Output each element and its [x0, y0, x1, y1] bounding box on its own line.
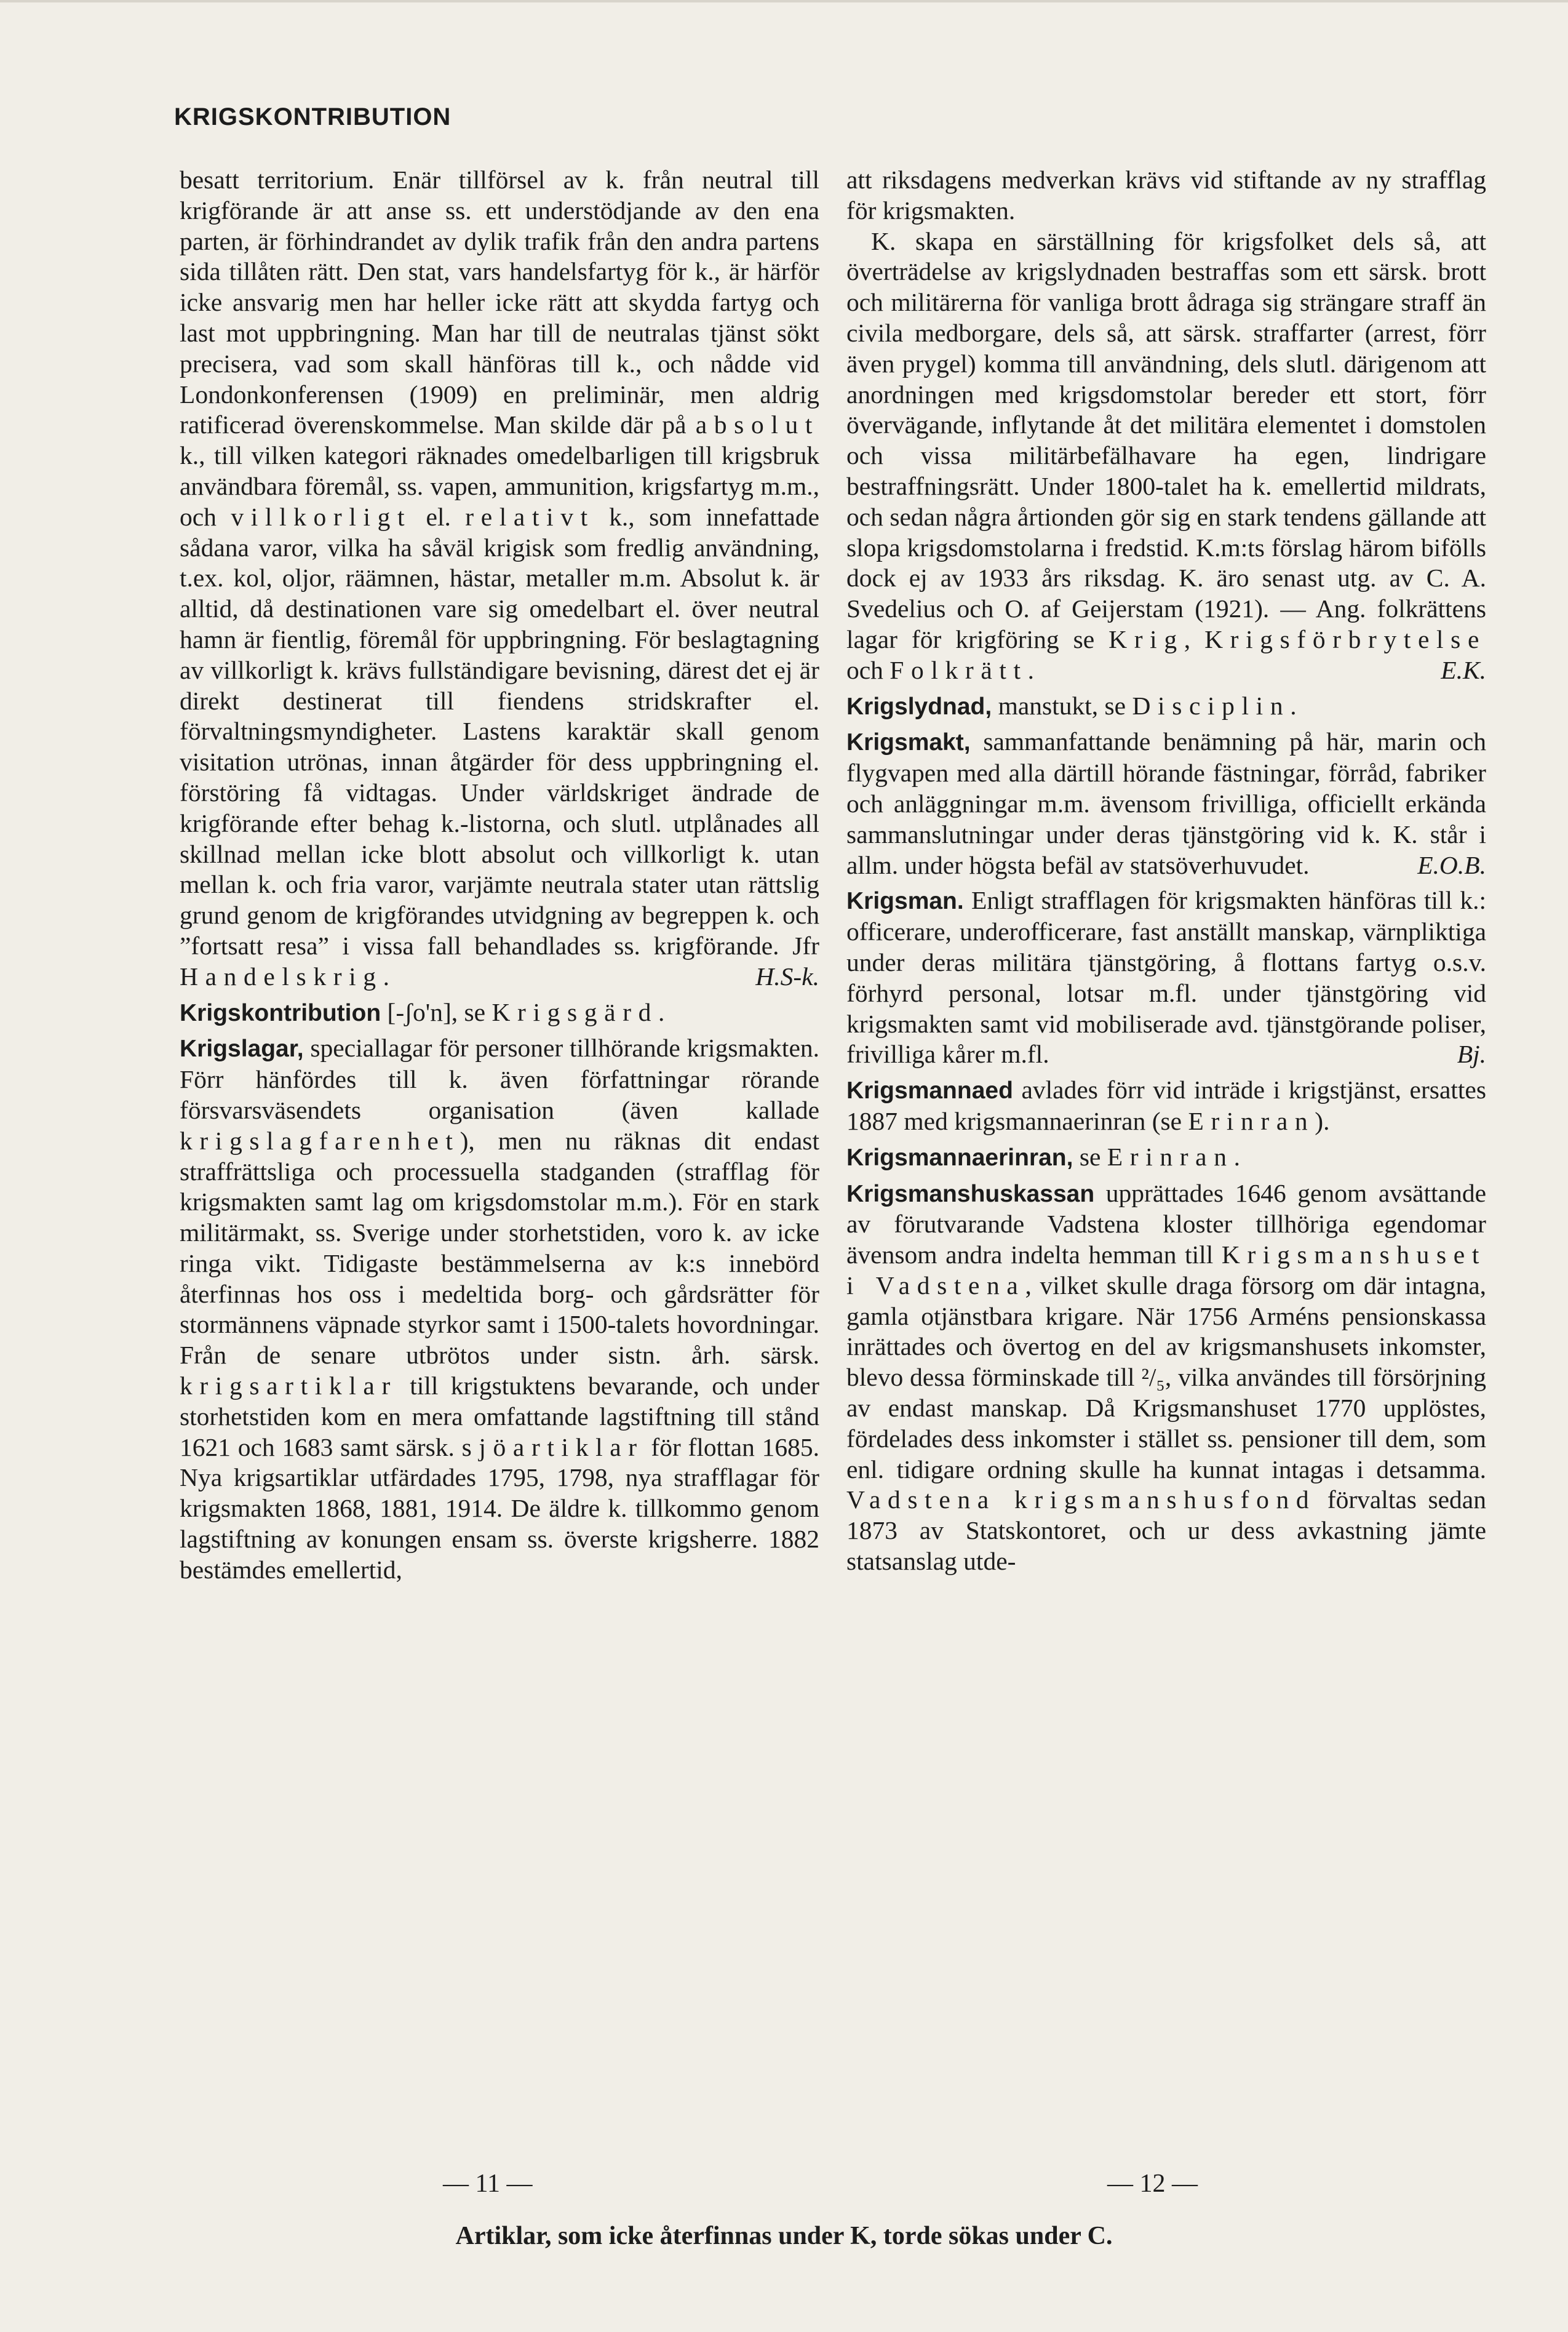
right-column	[846, 165, 1486, 1577]
entry-krigslydnad: Krigslydnad, manstukt, se Disciplin.	[846, 691, 1297, 720]
entry-krigslagar: Krigslagar, speciallagar för personer tillhörande krigsmakten. Förr hänfördes till k. även författningar rörande försvarsväsendets organisation (även kallade krigslagfarenhet), men nu räknas dit endast straffrättsliga och processuella stadganden (strafflag för krigsmakten samt lag om krigsdomstolar m.m.). För en stark militärmakt, ss. Sverige under storhetstiden, voro k. av icke ringa vikt. Tidigaste bestämmelserna av k:s innebörd återfinnas hos oss i medeltida borg- och gårdsrätter för stormännens väpnade styrkor samt i 1500-talets hovordningar. Från de senare utbrötos under sistn. årh. särsk. krigsartiklar till krigstuktens bevarande, och under storhetstiden kom en mera omfattande lagstiftning till stånd 1621 och 1683 samt särsk. sjöartiklar för flottan 1685. Nya krigsartiklar utfärdades 1795, 1798, nya strafflagar för krigsmakten 1868, 1881, 1914. De äldre k. tillkommo genom lagstiftning av konungen ensam ss. överste krigsherre. 1882 bestämdes emellertid,	[180, 1034, 819, 1584]
entry-krigsmannaerinran: Krigsmannaerinran, se Erinran.	[846, 1142, 1240, 1171]
headword: Krigsmannaerinran,	[846, 1144, 1073, 1171]
author-signature: Bj.	[1457, 1040, 1486, 1069]
headword: Krigslagar,	[180, 1036, 304, 1063]
entry-continuation: att riksdagens medverkan krävs vid stiftande av ny strafflag för krigsmakten.	[846, 166, 1486, 225]
entry-krigsmanshuskassan: Krigsmanshuskassan upprättades 1646 genom avsättande av förutvarande Vadstena kloster tillhöriga egendomar ävensom andra indelta hemman till Krigsmanshuset i Vadstena, vilket skulle draga försorg om där intagna, gamla otjänstbara krigare. När 1756 Arméns pensionskassa inrättades och övertog en del av krigsmanshusets inkomster, blevo dessa förminskade till ²/₅, vilka användes till försörjning av endast manskap. Då Krigsmanshuset 1770 upplöstes, fördelades dess inkomster i stället ss. pensioner till dem, som enl. tidigare ordning skulle ha kunnat intagas i detsamma. Vadstena krigsmanshusfond förvaltas sedan 1873 av Statskontoret, och ur dess avkastning jämte statsanslag utde-	[846, 1178, 1486, 1576]
entry-krigsmannaed: Krigsmannaed avlades förr vid inträde i krigstjänst, ersattes 1887 med krigsmannaerinran (se Erinran).	[846, 1076, 1486, 1135]
headword: Krigsmannaed	[846, 1077, 1013, 1104]
entry-krigsmakt: Krigsmakt, sammanfattande benämning på här, marin och flygvapen med alla därtill hörande fästningar, förråd, fabriker och anläggningar m.m. ävensom frivilliga, officiellt erkända sammanslutningar under deras tjänstgöring vid k. K. står i allm. under högsta befäl av statsöverhuvudet. E.O.B.	[846, 727, 1486, 880]
headword: Krigsman.	[846, 888, 964, 915]
running-header: KRIGSKONTRIBUTION	[174, 103, 452, 130]
headword: Krigskontribution	[180, 999, 381, 1026]
author-signature: E.O.B.	[1417, 850, 1486, 879]
krigslagar-paragraph: K. skapa en särställning för krigsfolket dels så, att överträdelse av krigslydnaden bestraffas som ett särsk. brott och militärerna för vanliga brott ådraga sig strängare straff än civila medborgare, dels så, att särsk. straffarter (arrest, förr även prygel) komma till användning, dels slutl. därigenom att anordningen med krigsdomstolar bereder ett stort, förr övervägande, inflytande åt det militära elementet i domstolen och vissa militärbefälhavare ha egen, lindrigare bestraffningsrätt. Under 1800-talet ha k. emellertid mildrats, och sedan några årtionden gör sig en stark tendens gällande att slopa krigsdomstolarna i fredstid. K.m:ts förslag härom bifölls dock ej av 1933 års riksdag. K. äro senast utg. av C. A. Svedelius och O. af Geijerstam (1921). — Ang. folkrättens lagar för krigföring se Krig, Krigsförbrytelse och Folkrätt. E.K.	[846, 226, 1486, 686]
page-number-left: — 11 —	[443, 2170, 533, 2198]
footer-note: Artiklar, som icke återfinnas under K, torde sökas under C.	[455, 2222, 1113, 2250]
entry-krigskontribution: Krigskontribution [-ʃo'n], se Krigsgärd.	[180, 997, 665, 1026]
author-signature: E.K.	[1441, 655, 1486, 684]
headword: Krigslydnad,	[846, 693, 992, 720]
headword: Krigsmakt,	[846, 729, 971, 756]
entry-krigsman: Krigsman. Enligt strafflagen för krigsmakten hänföras till k.: officerare, underofficerare, fast anställt manskap, värnpliktiga under deras militära tjänstgöring, å flottans fartyg o.s.v. förhyrd personal, lotsar m.fl. under tjänstgöring vid krigsmakten samt vid mobiliserade avd. tjänstgörande poliser, frivilliga kårer m.fl. Bj.	[846, 885, 1486, 1070]
page-number-right: — 12 —	[1107, 2170, 1198, 2198]
left-column	[180, 165, 819, 1586]
author-signature: H.S-k.	[755, 962, 819, 991]
entry-continuation: besatt territorium. Enär tillförsel av k. från neutral till krigförande är att anse ss. ett understödjande av den ena parten, är förhindrandet av dylik trafik från den andra partens sida tillåten rätt. Den stat, vars handelsfartyg för k., är härför icke ansvarig men har heller icke rätt att skydda fartyg och last mot uppbringning. Man har till de neutralas tjänst sökt precisera, vad som skall hänföras till k., och nådde vid Londonkonferensen (1909) en preliminär, men aldrig ratificerad överenskommelse. Man skilde där på absolut k., till vilken kategori räknades omedelbarligen till krigsbruk användbara föremål, ss. vapen, ammunition, krigsfartyg m.m., och villkorligt el. relativt k., som innefattade sådana varor, vilka ha såväl krigisk som fredlig användning, t.ex. kol, oljor, räämnen, hästar, metaller m.m. Absolut k. är alltid, då destinationen vare sig omedelbart el. över neutral hamn är fientlig, föremål för uppbringning. För beslagtagning av villkorligt k. krävs fullständigare bevisning, därest det ej är direkt destinerat till fiendens stridskrafter el. förvaltningsmyndigheter. Lastens karaktär skall genom visitation utrönas, innan åtgärder för dess uppbringning el. förstöring få vidtagas. Under världskriget ändrade de krigförande efter behag k.-listorna, och slutl. utplånades all skillnad mellan icke blott absolut och villkorligt k. utan mellan k. och fria varor, varjämte neutrala stater utan rättslig grund genom de krigförandes utvidgning av begreppen k. och ”fortsatt resa” i vissa fall behandlades ss. krigförande. Jfr Handelskrig. H.S-k.	[180, 165, 819, 992]
headword: Krigsmanshuskassan	[846, 1180, 1095, 1207]
